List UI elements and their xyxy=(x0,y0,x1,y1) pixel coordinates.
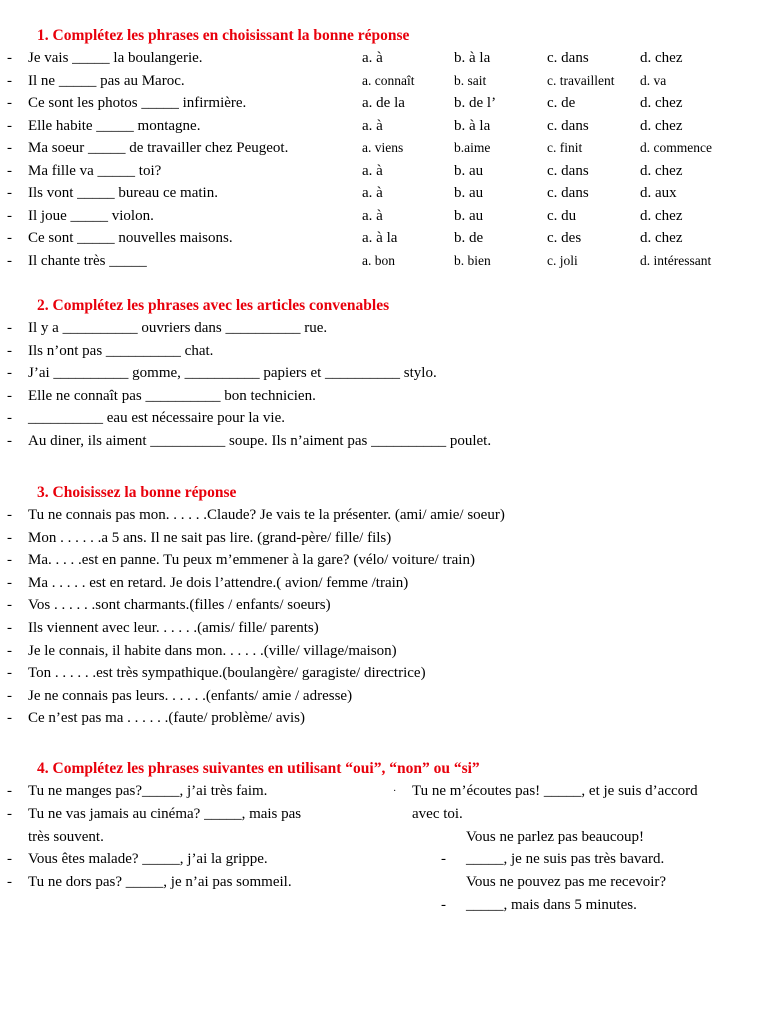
choice-row xyxy=(0,662,768,684)
fill-in-row xyxy=(0,430,768,452)
mcq-row xyxy=(0,70,768,92)
choice-row xyxy=(0,572,768,594)
sentence-text: Elle ne connaît pas __________ bon technicien. xyxy=(28,387,316,404)
bullet-dash: - xyxy=(7,806,12,822)
option-d: d. va xyxy=(640,72,667,88)
option-d: d. aux xyxy=(640,185,677,201)
option-a: a. à xyxy=(362,117,383,134)
option-a: a. à xyxy=(362,162,383,179)
sentence-text: Ils n’ont pas __________ chat. xyxy=(28,342,214,359)
option-d: d. chez xyxy=(640,50,683,66)
option-b: b. à la xyxy=(454,50,491,66)
option-c: c. dans xyxy=(547,50,589,66)
bullet-dash: - xyxy=(7,874,12,890)
fill-in-row xyxy=(0,385,768,407)
right-question-3: Vous ne pouvez pas me recevoir? xyxy=(466,874,667,890)
option-b: b.aime xyxy=(454,140,491,155)
choice-row xyxy=(0,504,768,526)
bullet-dash: - xyxy=(7,252,12,269)
option-b: b. de xyxy=(454,230,484,246)
sentence-text: Tu ne connais pas mon. . . . . .Claude? Je vais te la présenter. (ami/ amie/ soeur) xyxy=(28,507,505,523)
bullet-dash: - xyxy=(7,783,12,799)
bullet-dash: - xyxy=(7,642,12,659)
left-sentence-4: Tu ne dors pas? _____, je n’ai pas sommeil. xyxy=(28,874,292,890)
section3-title: 3. Choisissez la bonne réponse xyxy=(37,484,237,501)
bullet-dash: - xyxy=(7,230,12,246)
option-b: b. au xyxy=(454,207,484,224)
mcq-row xyxy=(0,92,768,114)
option-b: b. à la xyxy=(454,117,491,134)
choice-row xyxy=(0,549,768,571)
question-text: Ma fille va _____ toi? xyxy=(28,162,162,179)
option-c: c. de xyxy=(547,95,576,111)
mcq-row xyxy=(0,227,768,249)
right-sentence-1-cont: avec toi. xyxy=(412,806,463,822)
option-a: a. connaît xyxy=(362,72,415,88)
bullet-dash: - xyxy=(7,95,12,111)
bullet-dash: - xyxy=(7,387,12,404)
choice-row xyxy=(0,594,768,616)
option-c: c. travaillent xyxy=(547,72,615,88)
left-sentence-1: Tu ne manges pas?_____, j’ai très faim. xyxy=(28,783,268,799)
sentence-text: Ton . . . . . .est très sympathique.(boulangère/ garagiste/ directrice) xyxy=(28,665,426,682)
option-d: d. chez xyxy=(640,207,683,224)
sentence-text: Ils viennent avec leur. . . . . .(amis/ fille/ parents) xyxy=(28,620,319,636)
option-a: a. viens xyxy=(362,140,404,155)
right-answer-2: _____, je ne suis pas très bavard. xyxy=(466,851,665,867)
sentence-text: J’ai __________ gomme, __________ papiers et __________ stylo. xyxy=(28,365,437,382)
sentence-text: Je ne connais pas leurs. . . . . .(enfants/ amie / adresse) xyxy=(28,687,353,704)
bullet-dash: - xyxy=(441,851,446,867)
mcq-row xyxy=(0,250,768,272)
option-c: c. des xyxy=(547,230,582,246)
option-a: a. à xyxy=(362,207,383,224)
choice-row xyxy=(0,685,768,707)
sentence-text: Au diner, ils aiment __________ soupe. Ils n’aiment pas __________ poulet. xyxy=(28,433,492,449)
sentence-text: Ma . . . . . est en retard. Je dois l’attendre.( avion/ femme /train) xyxy=(28,574,409,591)
option-c: c. dans xyxy=(547,117,589,134)
option-c: c. dans xyxy=(547,162,589,179)
bullet-dash: - xyxy=(7,365,12,382)
fill-in-row xyxy=(0,317,768,339)
bullet-dash: - xyxy=(7,320,12,336)
bullet-dash: - xyxy=(7,851,12,867)
option-b: b. sait xyxy=(454,72,487,88)
mcq-row xyxy=(0,205,768,227)
bullet-dash: - xyxy=(7,342,12,359)
right-question-2: Vous ne parlez pas beaucoup! xyxy=(466,829,644,845)
sentence-text: Il y a __________ ouvriers dans __________ rue. xyxy=(28,320,328,336)
choice-row xyxy=(0,640,768,662)
option-d: d. chez xyxy=(640,117,683,134)
bullet-dash: - xyxy=(7,529,12,546)
question-text: Ce sont _____ nouvelles maisons. xyxy=(28,230,233,246)
choice-row xyxy=(0,707,768,729)
mcq-row xyxy=(0,137,768,159)
bullet-dash: - xyxy=(7,410,12,427)
bullet-dash: - xyxy=(7,665,12,682)
option-c: c. joli xyxy=(547,252,578,268)
bullet-dash: - xyxy=(7,687,12,704)
bullet-dash: - xyxy=(7,140,12,156)
question-text: Il chante très _____ xyxy=(28,252,147,269)
section4-title: 4. Complétez les phrases suivantes en utilisant “oui”, “non” ou “si” xyxy=(37,760,480,777)
question-text: Ma soeur _____ de travailler chez Peugeot. xyxy=(28,140,289,156)
question-text: Ils vont _____ bureau ce matin. xyxy=(28,185,218,201)
bullet-dash: - xyxy=(7,710,12,727)
choice-row xyxy=(0,527,768,549)
sentence-text: Mon . . . . . .a 5 ans. Il ne sait pas lire. (grand-père/ fille/ fils) xyxy=(28,529,392,546)
option-b: b. au xyxy=(454,185,484,201)
choice-row xyxy=(0,617,768,639)
option-d: d. chez xyxy=(640,162,683,179)
fill-in-row xyxy=(0,340,768,362)
option-a: a. à xyxy=(362,185,383,201)
sentence-text: Ma. . . . .est en panne. Tu peux m’emmener à la gare? (vélo/ voiture/ train) xyxy=(28,552,475,569)
option-b: b. au xyxy=(454,162,484,179)
option-d: d. chez xyxy=(640,230,683,246)
mcq-row xyxy=(0,47,768,69)
mcq-row xyxy=(0,160,768,182)
question-text: Je vais _____ la boulangerie. xyxy=(28,50,203,66)
option-c: c. dans xyxy=(547,185,589,201)
bullet-dash: - xyxy=(7,72,12,89)
bullet-dash: - xyxy=(7,507,12,523)
fill-in-row xyxy=(0,362,768,384)
option-d: d. commence xyxy=(640,140,712,155)
bullet-dash: - xyxy=(7,574,12,591)
bullet-dash: - xyxy=(7,117,12,134)
option-c: c. finit xyxy=(547,140,583,155)
bullet-dash: - xyxy=(7,597,12,614)
section2-title: 2. Complétez les phrases avec les articles convenables xyxy=(37,297,390,314)
question-text: Ce sont les photos _____ infirmière. xyxy=(28,95,247,111)
option-a: a. à la xyxy=(362,230,398,246)
bullet-dash: - xyxy=(7,162,12,179)
bullet-dash: - xyxy=(7,185,12,201)
sentence-text: Ce n’est pas ma . . . . . .(faute/ problème/ avis) xyxy=(28,710,306,727)
bullet-dot: · xyxy=(393,786,397,797)
option-d: d. intéressant xyxy=(640,252,712,268)
option-a: a. de la xyxy=(362,95,405,111)
option-b: b. bien xyxy=(454,252,491,268)
sentence-text: Vos . . . . . .sont charmants.(filles / enfants/ soeurs) xyxy=(28,597,331,614)
bullet-dash: - xyxy=(7,50,12,66)
option-a: a. bon xyxy=(362,252,395,268)
option-b: b. de l’ xyxy=(454,95,497,111)
section1-title: 1. Complétez les phrases en choisissant la bonne réponse xyxy=(37,27,410,44)
mcq-row xyxy=(0,115,768,137)
sentence-text: Je le connais, il habite dans mon. . . . . .(ville/ village/maison) xyxy=(28,642,397,659)
left-sentence-3: Vous êtes malade? _____, j’ai la grippe. xyxy=(28,851,268,867)
right-sentence-1: Tu ne m’écoutes pas! _____, et je suis d’accord xyxy=(412,783,698,799)
sentence-text: __________ eau est nécessaire pour la vie. xyxy=(28,410,285,427)
bullet-dash: - xyxy=(441,897,446,913)
right-answer-3: _____, mais dans 5 minutes. xyxy=(466,897,637,913)
left-sentence-2: Tu ne vas jamais au cinéma? _____, mais pas xyxy=(28,806,302,822)
question-text: Il joue _____ violon. xyxy=(28,207,154,224)
question-text: Elle habite _____ montagne. xyxy=(28,117,201,134)
option-c: c. du xyxy=(547,207,577,224)
bullet-dash: - xyxy=(7,207,12,224)
mcq-row xyxy=(0,182,768,204)
bullet-dash: - xyxy=(7,620,12,636)
bullet-dash: - xyxy=(7,552,12,569)
option-d: d. chez xyxy=(640,95,683,111)
option-a: a. à xyxy=(362,50,383,66)
question-text: Il ne _____ pas au Maroc. xyxy=(28,72,185,89)
left-sentence-2-cont: très souvent. xyxy=(28,829,104,845)
bullet-dash: - xyxy=(7,433,12,449)
fill-in-row xyxy=(0,407,768,429)
